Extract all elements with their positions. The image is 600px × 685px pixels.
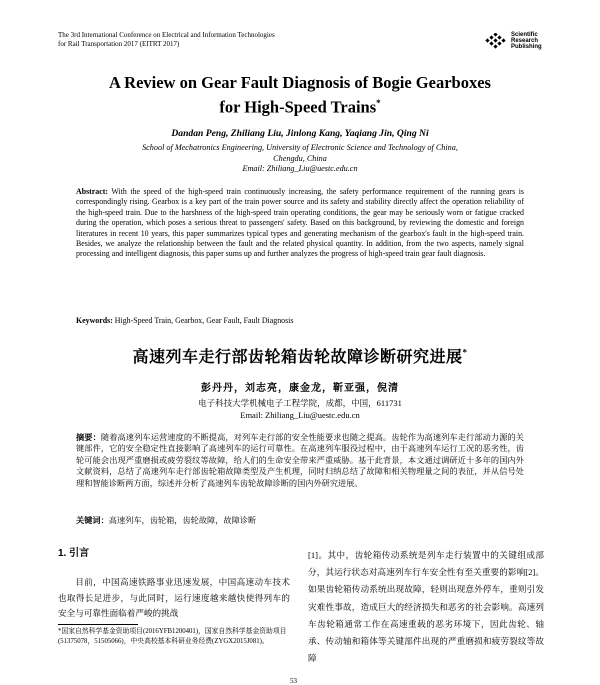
publisher-name [511, 32, 542, 50]
publisher-logo [484, 32, 542, 50]
chinese-title-footnote-mark: * [462, 347, 468, 358]
chinese-keywords-text: 高速列车，齿轮箱，齿轮故障，故障诊断 [108, 516, 257, 525]
english-abstract [76, 187, 524, 260]
chinese-keywords-label: 关键词： [76, 516, 109, 525]
english-title-line-2 [40, 93, 560, 118]
chinese-authors: 彭丹丹，刘志亮，康金龙，靳亚强，倪清 [201, 383, 399, 394]
section-heading: 1. 引言 [58, 548, 90, 559]
chinese-affiliation-text: 电子科技大学机械电子工程学院，成都，中国，611731 [198, 398, 402, 408]
chinese-title-text: 高速列车走行部齿轮箱齿轮故障诊断研究进展 [132, 349, 463, 366]
conference-line-2: for Rail Transportation 2017 (EITRT 2017) [58, 40, 180, 48]
chinese-affiliation [40, 398, 560, 421]
footnote: *国家自然科学基金资助项目(2016YFB1200401)，国家自然科学基金资助项目(51375078，51505066)，中央高校基本科研业务经费(ZYGX2015J081)。 [58, 628, 287, 645]
chinese-keywords [76, 516, 524, 526]
english-affiliation [60, 143, 540, 175]
title-footnote-mark: * [376, 98, 381, 108]
english-title-line-1: A Review on Gear Fault Diagnosis of Bogie Gearboxes [109, 73, 491, 92]
chinese-abstract [76, 432, 524, 489]
keywords-text: High-Speed Train, Gearbox, Gear Fault, Fault Diagnosis [112, 316, 294, 325]
chinese-abstract-text: 随着高速列车运营速度的不断提高，对列车走行部的安全性能要求也随之提高。齿轮作为高速列车走行部动力源的关键部件，它的安全稳定性直接影响了高速列车的运行可靠性。在高速列车服役过程中，由于高速列车运行工况的恶劣性，齿轮可能会出现严重磨损或疲劳裂纹等故障，给人们的生命安全带来严重威胁。基于此背景，本文通过调研近十多年的国内外文献资料，总结了高速列车走行部齿轮箱故障类型及产生机理，同时归纳总结了故障和相关物理量之间的表征，并从信号处理和智能诊断两方面，综述并分析了高速列车齿轮故障诊断的国内外研究进展。 [76, 433, 524, 488]
publisher-line-3: Publishing [511, 44, 542, 50]
conference-line-1: The 3rd International Conference on Electrical and Information Technologies [58, 31, 275, 39]
publisher-diamond-icon [484, 33, 508, 49]
conference-header [58, 31, 275, 49]
chinese-abstract-label: 摘要： [76, 433, 101, 442]
affiliation-line-1: School of Mechatronics Engineering, University of Electronic Science and Technology of China, [142, 143, 458, 152]
english-email: Email: Zhiliang_Liu@uestc.edu.cn [242, 164, 358, 173]
chinese-email: Email: Zhiliang_Liu@uestc.edu.cn [240, 409, 360, 420]
publisher-line-1: Scientific [511, 32, 538, 38]
page-number: 53 [290, 677, 297, 685]
english-keywords [76, 316, 524, 326]
right-column-paragraph: [1]。其中，齿轮箱传动系统是列车走行装置中的关键组成部分，其运行状态对高速列车行车安全性有至关重要的影响[2]。如果齿轮箱传动系统出现故障，轻则出现意外停车，重则引发灾难性事故，造成巨大的经济损失和恶劣的社会影响。高速列车齿轮箱通常工作在高速重载的恶劣环境下，因此齿轮、轴承、传动轴和箱体等关键部件出现的严重磨损和疲劳裂纹等故障 [308, 550, 544, 664]
chinese-title [40, 344, 560, 367]
left-column-paragraph: 目前，中国高速铁路事业迅速发展，中国高速动车技术也取得长足进步，与此同时，运行速度越来越快使得列车的安全与可靠性面临着严峻的挑战 [58, 577, 290, 618]
publisher-line-2: Research [511, 38, 539, 44]
affiliation-line-2: Chengdu, China [273, 153, 327, 163]
abstract-text: With the speed of the high-speed train continuously increasing, the safety performance requirement of the running gears is correspondingly rising. Gearbox is a key part of the train power source and its safety and stability directly affect the operation reliability of the high-speed train. Due to the harshness of the high-speed train operating conditions, the gear may be seriously worn or fatigue cracked during the operation, which poses a serious threat to passengers' safety. Based on this background, by reviewing the domestic and foreign literatures in recent 10 years, this paper summarizes typical types and generating mechanism of the gearbox's fault in the high-speed train. Besides, we analyze the relationship between the fault and the related physical quantity. In addition, from the two aspects, namely signal processing and intelligent diagnosis, this paper sums up and further analyzes the progress of high-speed train gear fault diagnosis. [76, 187, 524, 259]
english-authors: Dandan Peng, Zhiliang Liu, Jinlong Kang, Yaqiang Jin, Qing Ni [171, 128, 429, 139]
keywords-label: Keywords: [76, 316, 113, 325]
abstract-label: Abstract: [76, 187, 108, 196]
english-title-line-2-text: for High-Speed Trains [219, 97, 377, 117]
footnote-divider [58, 624, 138, 625]
english-title [40, 73, 560, 118]
